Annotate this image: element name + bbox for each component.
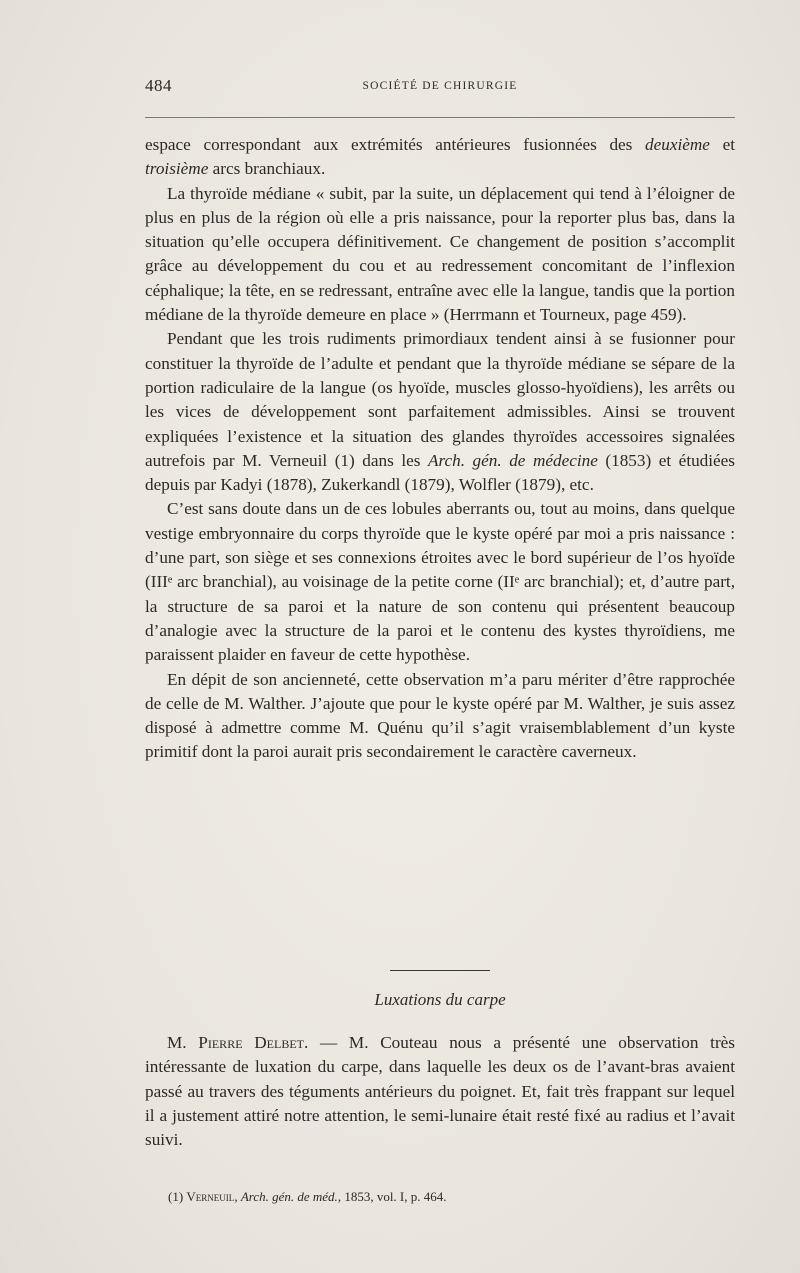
italic-deuxieme: deuxième	[645, 135, 710, 154]
footnote: (1) Verneuil, Arch. gén. de méd., 1853, vol. I, p. 464.	[168, 1189, 447, 1204]
paragraph-5: En dépit de son ancienneté, cette observation m’a paru mériter d’être rapprochée de celle de M. Walther. J’ajoute que pour le kyste opéré par M. Walther, je suis assez disposé à admettre comme M. Quénu qu’il s’agit vraisemblablement d’un kyste primitif dont la paroi aurait pris secondairement le caractère caverneux.	[145, 669, 735, 762]
page-number: 484	[145, 76, 172, 95]
header-rule	[145, 117, 735, 118]
section-text	[145, 1031, 735, 1152]
page-header	[145, 76, 735, 100]
paragraph-4: C’est sans doute dans un de ces lobules aberrants ou, tout au moins, dans quelque vestige embryonnaire du corps thyroïde que le kyste opéré par moi a pris naissance : d’une part, son siège et ses connexions étroites avec le bord supérieur de l’os hyoïde (IIIᵉ arc branchial), au voisinage de la petite corne (IIᵉ arc branchial); et, d’autre part, la structure de sa paroi et la nature de son contenu qui présentent beaucoup d’analogie avec la structure de la paroi et le contenu des kystes thyroïdiens, me paraissent plaider en faveur de cette hypothèse.	[145, 499, 735, 665]
paragraph-1: espace correspondant aux extrémités antérieures fusionnées des deuxième et troisième arcs branchiaux.	[145, 135, 735, 179]
paragraph-3: Pendant que les trois rudiments primordiaux tendent ainsi à se fusionner pour constituer la thyroïde de l’adulte et pendant que la thyroïde médiane se sépare de la portion radiculaire de la langue (os hyoïde, muscles glosso-hyoïdiens), les arrêts ou les vices de développement sont parfaitement admissibles. Ainsi se trouvent expliquées l’existence et la situation des glandes thyroïdes accessoires signalées autrefois par M. Verneuil (1) dans les Arch. gén. de médecine (1853) et étudiées depuis par Kadyi (1878), Zukerkandl (1879), Wolfler (1879), etc.	[145, 329, 735, 495]
section-title: Luxations du carpe	[374, 990, 506, 1009]
body-text	[145, 133, 735, 765]
italic-journal-reference: Arch. gén. de médecine	[427, 450, 598, 470]
section-divider	[390, 970, 490, 971]
running-head: SOCIÉTÉ DE CHIRURGIE	[362, 80, 518, 92]
footnote-journal: Arch. gén. de méd.	[240, 1189, 338, 1204]
paragraph-2: La thyroïde médiane « subit, par la suite, un déplacement qui tend à l’éloigner de plus en plus de la région où elle a pris naissance, pour la reporter plus bas, dans la situation qu’elle occupera définitivement. Ce changement de position s’accomplit grâce au développement du cou et au redressement concomitant de l’inflexion céphalique; la tête, en se redressant, entraîne avec elle la langue, tandis que la portion médiane de la thyroïde demeure en place » (Herrmann et Tourneux, page 459).	[145, 183, 735, 325]
italic-troisieme: troisième	[145, 159, 209, 179]
footnote-author: Verneuil	[186, 1189, 235, 1204]
section-paragraph: M. Pierre Delbet. — M. Couteau nous a présenté une observation très intéressante de luxation du carpe, dans laquelle les deux os de l’avant-bras avaient passé au travers des téguments antérieurs du poignet. Et, fait très frappant sur lequel il a justement attiré notre attention, le semi-lunaire était resté fixé au radius et l’avait suivi.	[145, 1033, 735, 1150]
speaker-name: M. Pierre Delbet.	[167, 1033, 309, 1052]
